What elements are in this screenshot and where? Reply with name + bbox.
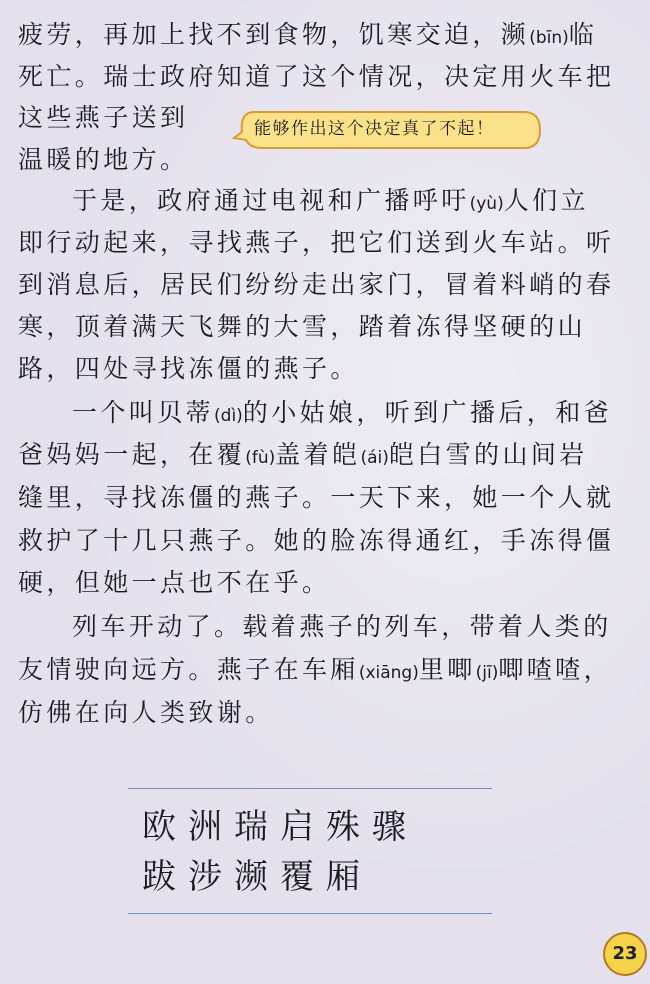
text-line-11 bbox=[18, 438, 630, 475]
text-segment: 唧喳喳， bbox=[498, 655, 612, 684]
text-line-7 bbox=[18, 268, 630, 302]
text-segment: 临 bbox=[568, 20, 598, 49]
text-line-17 bbox=[18, 696, 630, 730]
pinyin-annotation: (jī) bbox=[475, 663, 499, 683]
vocab-row-1: 欧洲瑞启殊骤 bbox=[142, 807, 418, 847]
text-segment: 里唧 bbox=[418, 655, 476, 684]
text-line-10 bbox=[72, 396, 630, 433]
text-line-1 bbox=[18, 18, 630, 55]
text-segment: 路，四处寻找冻僵的燕子。 bbox=[18, 354, 359, 383]
text-segment: 列车开动了。载着燕子的列车，带着人类的 bbox=[72, 612, 612, 641]
pinyin-annotation: (fù) bbox=[245, 448, 276, 468]
vocab-row-2: 跋涉濒覆厢 bbox=[142, 857, 372, 897]
text-segment: 盖着皑 bbox=[275, 440, 361, 469]
pinyin-annotation: (ái) bbox=[360, 448, 389, 468]
text-line-16 bbox=[18, 653, 630, 690]
text-segment: 救护了十几只燕子。她的脸冻得通红，手冻得僵 bbox=[18, 526, 615, 555]
text-segment: 爸妈妈一起，在覆 bbox=[18, 440, 246, 469]
text-line-15 bbox=[72, 610, 630, 644]
text-segment: 皑白雪的山间岩 bbox=[388, 440, 588, 469]
text-line-8 bbox=[18, 310, 630, 344]
text-line-6 bbox=[18, 226, 630, 260]
text-segment: 仿佛在向人类致谢。 bbox=[18, 698, 274, 727]
text-line-5 bbox=[72, 184, 630, 221]
text-segment: 的小姑娘，听到广播后，和爸 bbox=[242, 398, 612, 427]
text-line-2 bbox=[18, 60, 630, 94]
text-segment: 温暖的地方。 bbox=[18, 145, 189, 174]
comment-bubble bbox=[232, 108, 544, 152]
text-segment: 一个叫贝蒂 bbox=[72, 398, 215, 427]
text-segment: 硬，但她一点也不在乎。 bbox=[18, 568, 331, 597]
text-segment: 人们立 bbox=[503, 186, 589, 215]
text-line-9 bbox=[18, 352, 630, 386]
text-segment: 友情驶向远方。燕子在车厢 bbox=[18, 655, 359, 684]
text-segment: 寒，顶着满天飞舞的大雪，踏着冻得坚硬的山 bbox=[18, 312, 587, 341]
text-segment: 死亡。瑞士政府知道了这个情况，决定用火车把 bbox=[18, 62, 615, 91]
text-segment: 这些燕子送到 bbox=[18, 103, 189, 132]
pinyin-annotation: (dì) bbox=[214, 406, 243, 426]
text-line-13 bbox=[18, 524, 630, 558]
text-line-14 bbox=[18, 566, 630, 600]
bubble-text: 能够作出这个决定真了不起！ bbox=[254, 119, 495, 139]
pinyin-annotation: (bīn) bbox=[529, 28, 569, 48]
text-segment: 即行动起来，寻找燕子，把它们送到火车站。听 bbox=[18, 228, 615, 257]
text-segment: 缝里，寻找冻僵的燕子。一天下来，她一个人就 bbox=[18, 483, 615, 512]
new-characters-box bbox=[128, 788, 492, 914]
text-segment: 于是，政府通过电视和广播呼吁 bbox=[72, 186, 470, 215]
pinyin-annotation: (xiāng) bbox=[358, 663, 419, 683]
page-number-badge: 23 bbox=[603, 932, 647, 976]
text-segment: 疲劳，再加上找不到食物，饥寒交迫，濒 bbox=[18, 20, 530, 49]
text-segment: 到消息后，居民们纷纷走出家门，冒着料峭的春 bbox=[18, 270, 615, 299]
pinyin-annotation: (yù) bbox=[469, 194, 504, 214]
text-line-12 bbox=[18, 481, 630, 515]
